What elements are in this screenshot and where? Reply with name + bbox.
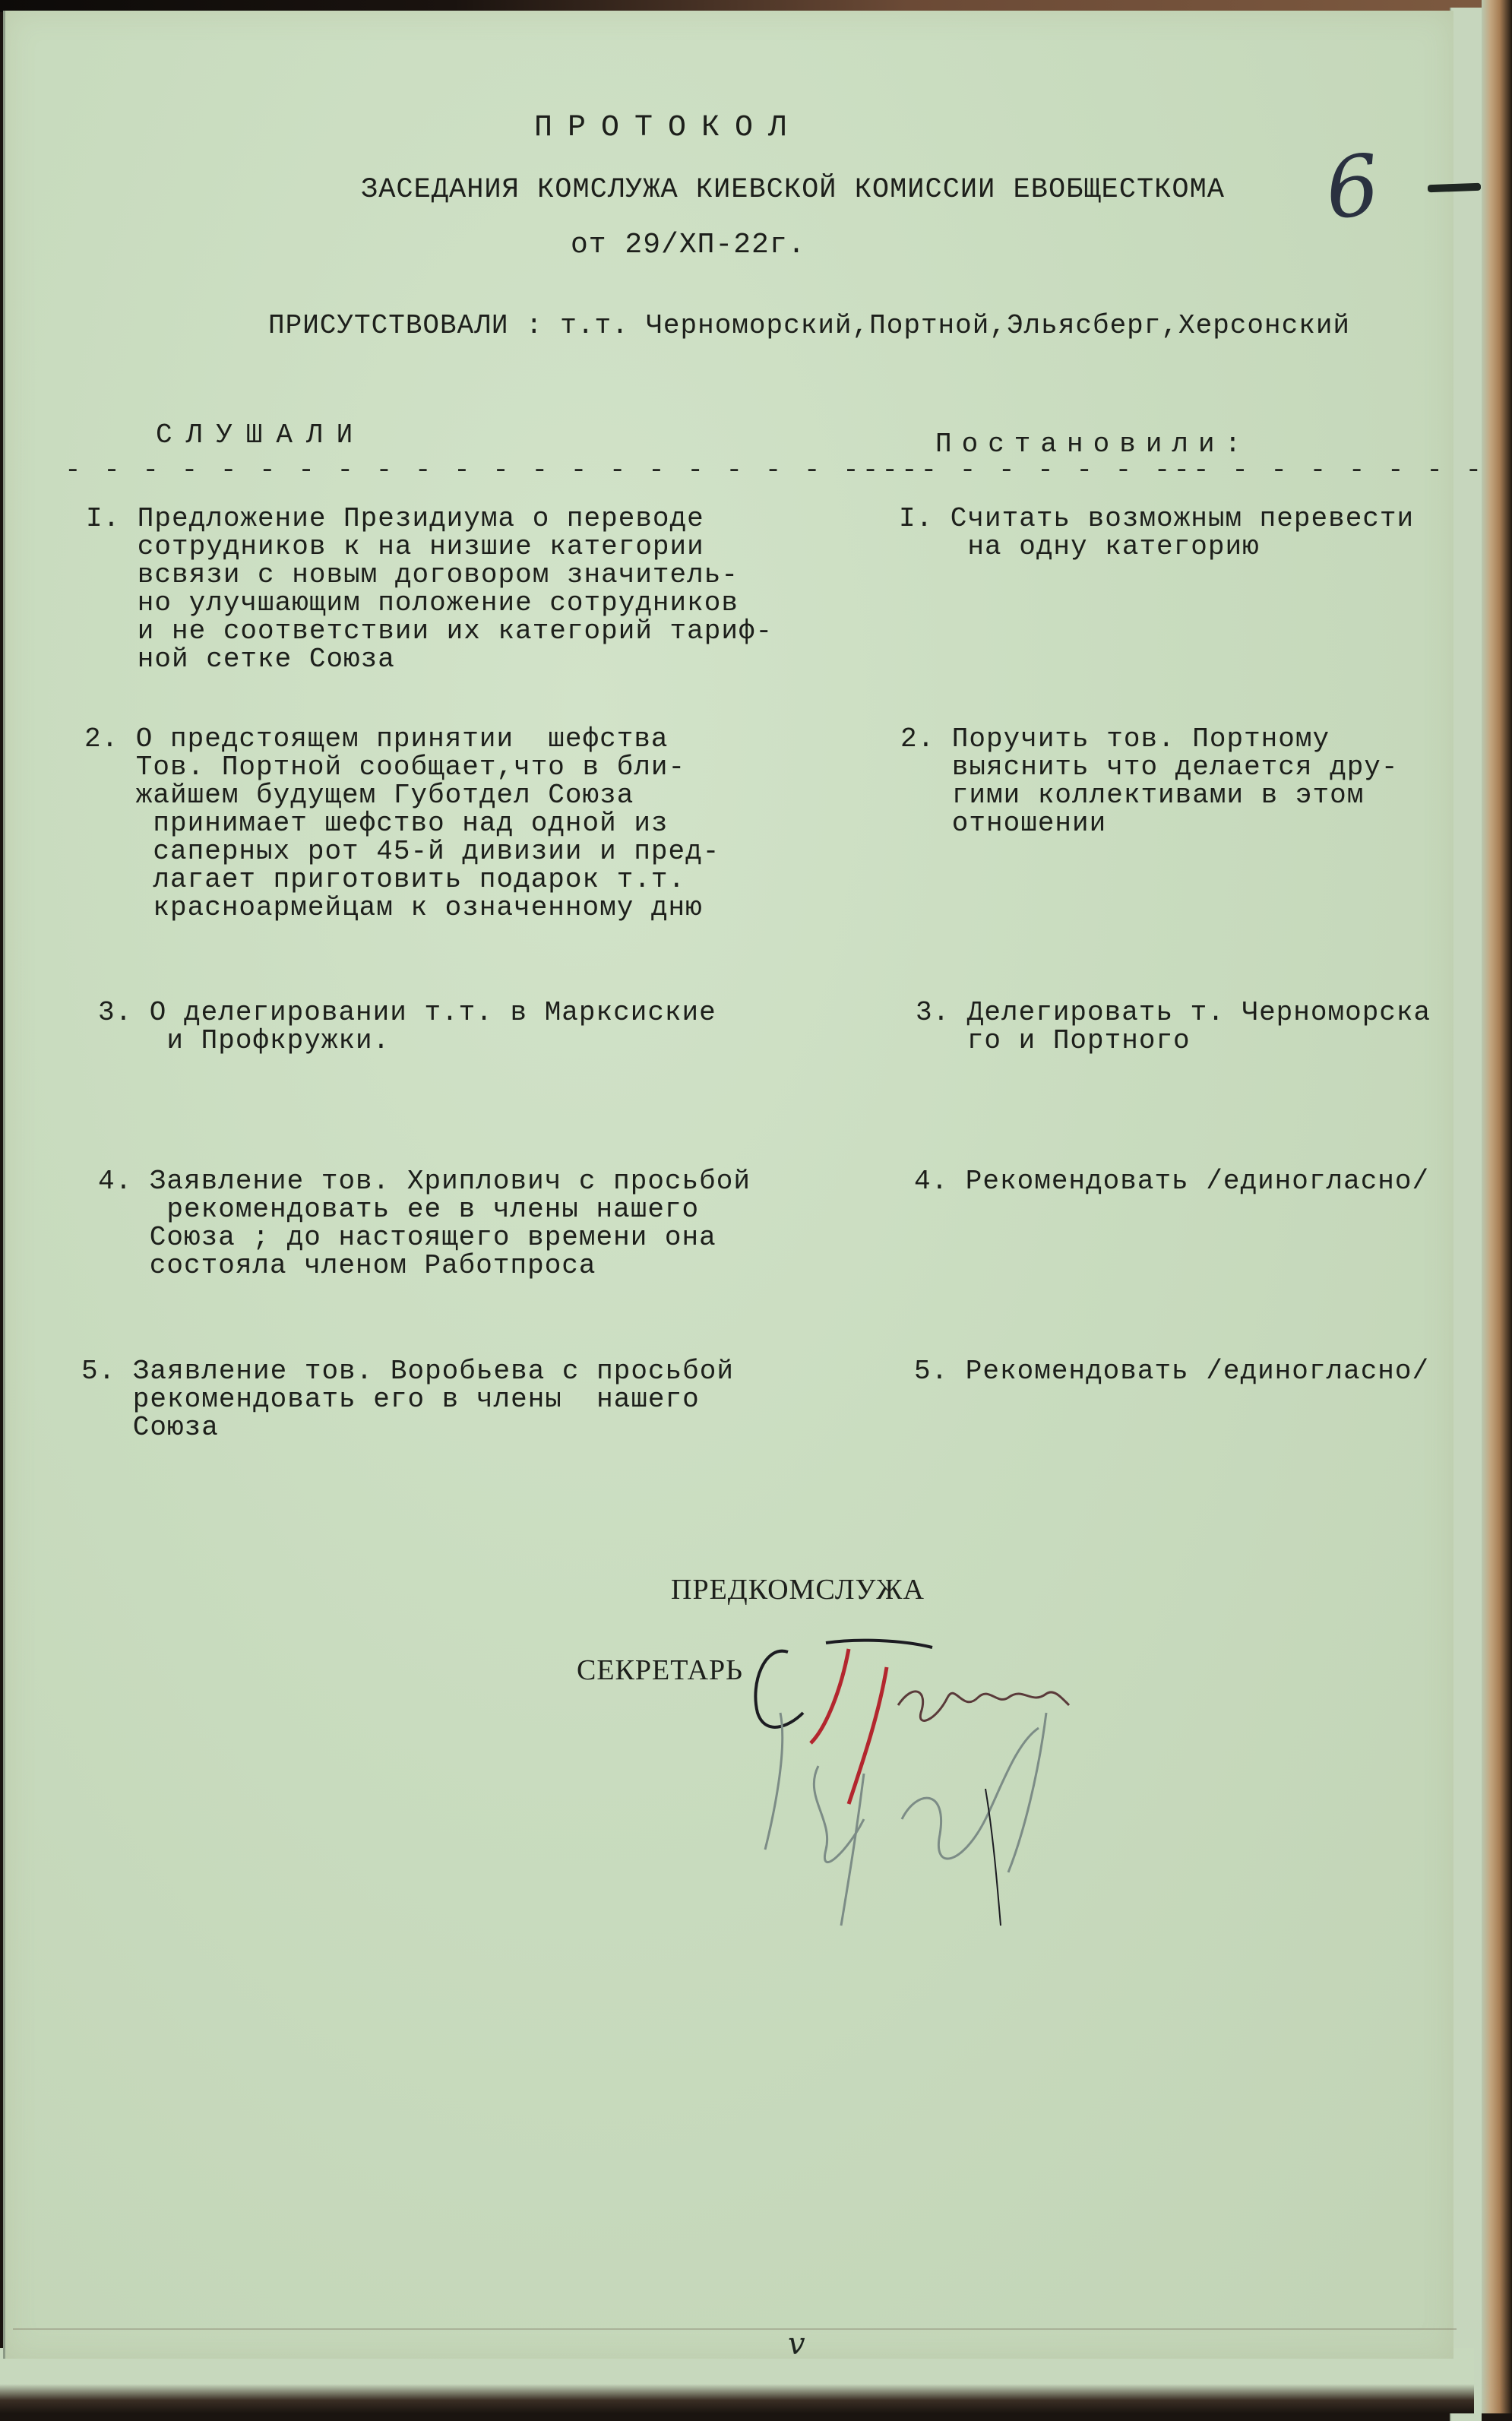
folder-edge: [1482, 0, 1512, 2413]
heard-text: 5. Заявление тов. Воробьева с просьбой рекомендовать его в члены нашего Союза: [81, 1356, 734, 1443]
resolved-text: 5. Рекомендовать /единогласно/: [914, 1356, 1430, 1387]
document-date: от 29/ХП-22г.: [571, 229, 806, 261]
document-subtitle: ЗАСЕДАНИЯ КОМСЛУЖА КИЕВСКОЙ КОМИССИИ ЕВОБЩЕСТКОМА: [361, 174, 1225, 206]
resolved-text: 2. Поручить тов. Портному выяснить что делается дру- гими коллективами в этом отношении: [900, 723, 1399, 839]
margin-check-mark: v: [788, 2327, 805, 2362]
column-heading-heard: СЛУШАЛИ: [156, 419, 367, 451]
header-separator: - - - - - - - - - - - - - - - - - - - - ----- - - - - - --- - - - - - - -: [65, 454, 1485, 486]
attendees-label: ПРИСУТСТВОВАЛИ :: [268, 310, 543, 341]
column-heading-resolved: Постановили:: [935, 429, 1251, 460]
secretary-label: СЕКРЕТАРЬ: [577, 1654, 743, 1686]
resolved-text: 4. Рекомендовать /единогласно/: [914, 1166, 1430, 1197]
underlying-sheet-edge: [1450, 8, 1482, 2421]
heard-text: 2. О предстоящем принятии шефства Тов. Портной сообщает,что в бли- жайшем будущем Губотдел Союза принимает шефство над одной из саперных рот 45-й дивизии и пред- лагает приготовить подарок т.т. красноармейцам к означенному дню: [84, 723, 720, 923]
heard-text: 4. Заявление тов. Хриплович с просьбой рекомендовать ее в члены нашего Союза ; до настоящего времени она состояла членом Работпроса: [98, 1166, 751, 1281]
resolved-text: 3. Делегировать т. Черноморска го и Портного: [916, 997, 1431, 1056]
handwritten-page-number: 6: [1321, 135, 1384, 239]
document-page: [3, 11, 1485, 2362]
signature-icon: [735, 1622, 1160, 1941]
paper-fold-line: [13, 2328, 1457, 2330]
heard-text: I. Предложение Президиума о переводе сотрудников к на низшие категории всвязи с новым договором значитель- но улучшающим положение сотрудников и не соответствии их категорий тариф- ной сетке Союза: [86, 503, 773, 675]
document-title: ПРОТОКОЛ: [534, 111, 802, 145]
resolved-text: I. Считать возможным перевести на одну категорию: [899, 503, 1415, 562]
attendees-line: [268, 312, 1350, 340]
chair-label: ПРЕДКОМСЛУЖА: [671, 1574, 925, 1606]
attendees-names: т.т. Черноморский,Портной,Эльясберг,Херсонский: [560, 310, 1351, 341]
heard-text: 3. О делегировании т.т. в Марксиские и Профкружки.: [98, 997, 716, 1056]
